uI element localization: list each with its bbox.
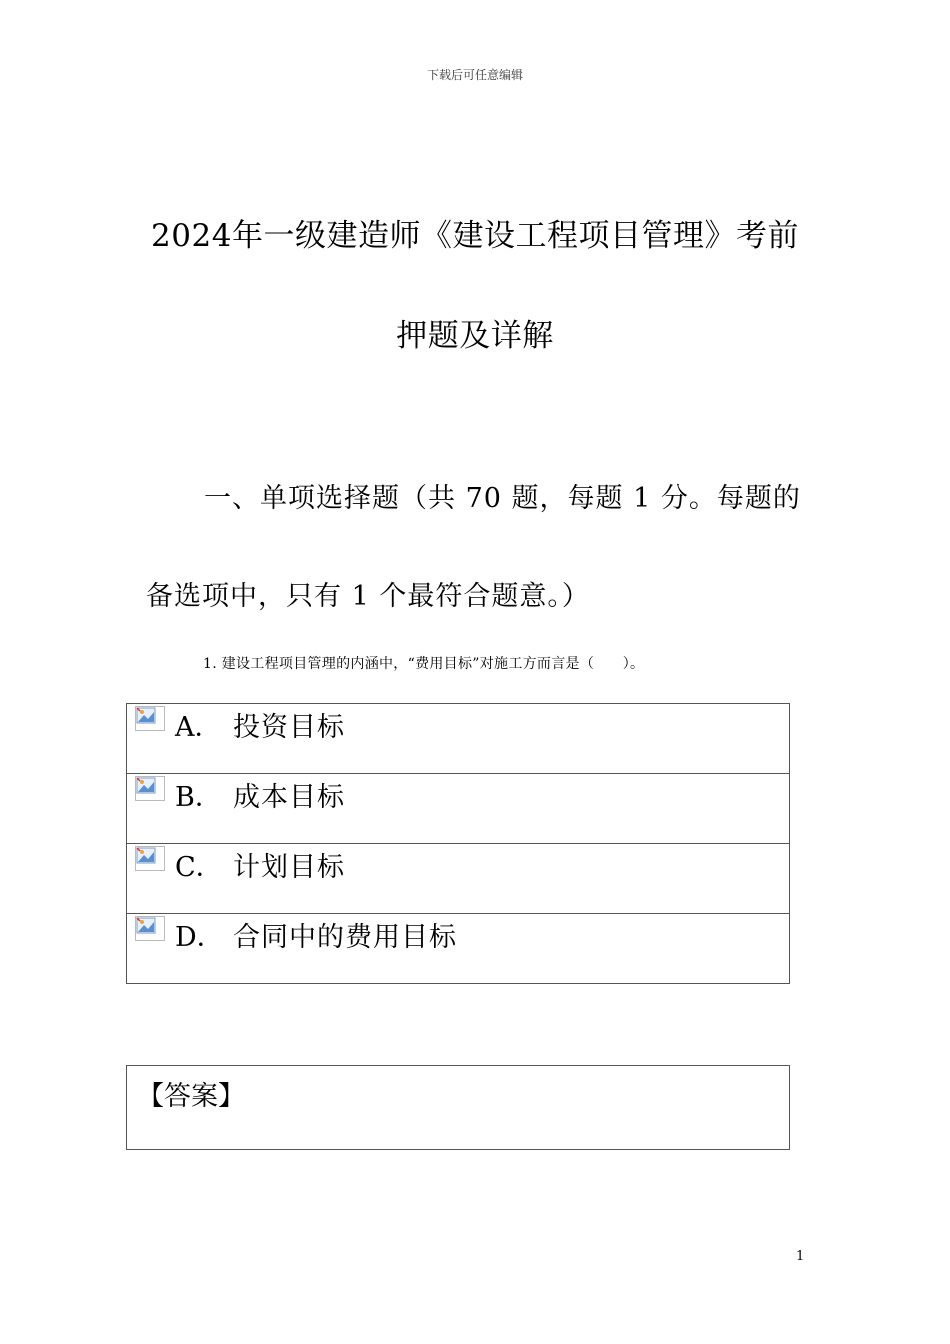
option-a-text: 投资目标 bbox=[233, 712, 345, 743]
broken-image-icon bbox=[135, 916, 165, 941]
options-table bbox=[126, 703, 790, 984]
page-number: 1 bbox=[796, 1249, 805, 1264]
answer-box bbox=[126, 1065, 790, 1150]
section-heading-line-1: 一、单项选择题（共 70 题，每题 1 分。每题的 bbox=[204, 483, 801, 514]
question-text: 1. 建设工程项目管理的内涵中，“费用目标”对施工方而言是（ ）。 bbox=[203, 656, 645, 672]
section-heading-line-2: 备选项中，只有 1 个最符合题意。） bbox=[146, 581, 590, 612]
option-b-text: 成本目标 bbox=[233, 782, 345, 813]
broken-image-icon bbox=[135, 706, 165, 731]
page-header: 下载后可任意编辑 bbox=[426, 68, 523, 82]
option-b[interactable] bbox=[127, 774, 789, 844]
broken-image-icon bbox=[135, 776, 165, 801]
option-a-letter: A． bbox=[175, 712, 222, 743]
document-title-line-2: 押题及详解 bbox=[396, 318, 554, 354]
option-a[interactable] bbox=[127, 704, 789, 774]
broken-image-icon bbox=[135, 846, 165, 871]
option-c-text: 计划目标 bbox=[233, 852, 345, 883]
option-d-text: 合同中的费用目标 bbox=[233, 922, 457, 953]
document-title-line-1: 2024年一级建造师《建设工程项目管理》考前 bbox=[151, 218, 799, 254]
option-c-letter: C． bbox=[175, 852, 223, 883]
option-b-letter: B． bbox=[175, 782, 222, 813]
option-c[interactable] bbox=[127, 844, 789, 914]
option-d-letter: D． bbox=[175, 922, 224, 953]
option-d[interactable] bbox=[127, 914, 789, 984]
answer-label: 【答案】 bbox=[137, 1081, 245, 1112]
